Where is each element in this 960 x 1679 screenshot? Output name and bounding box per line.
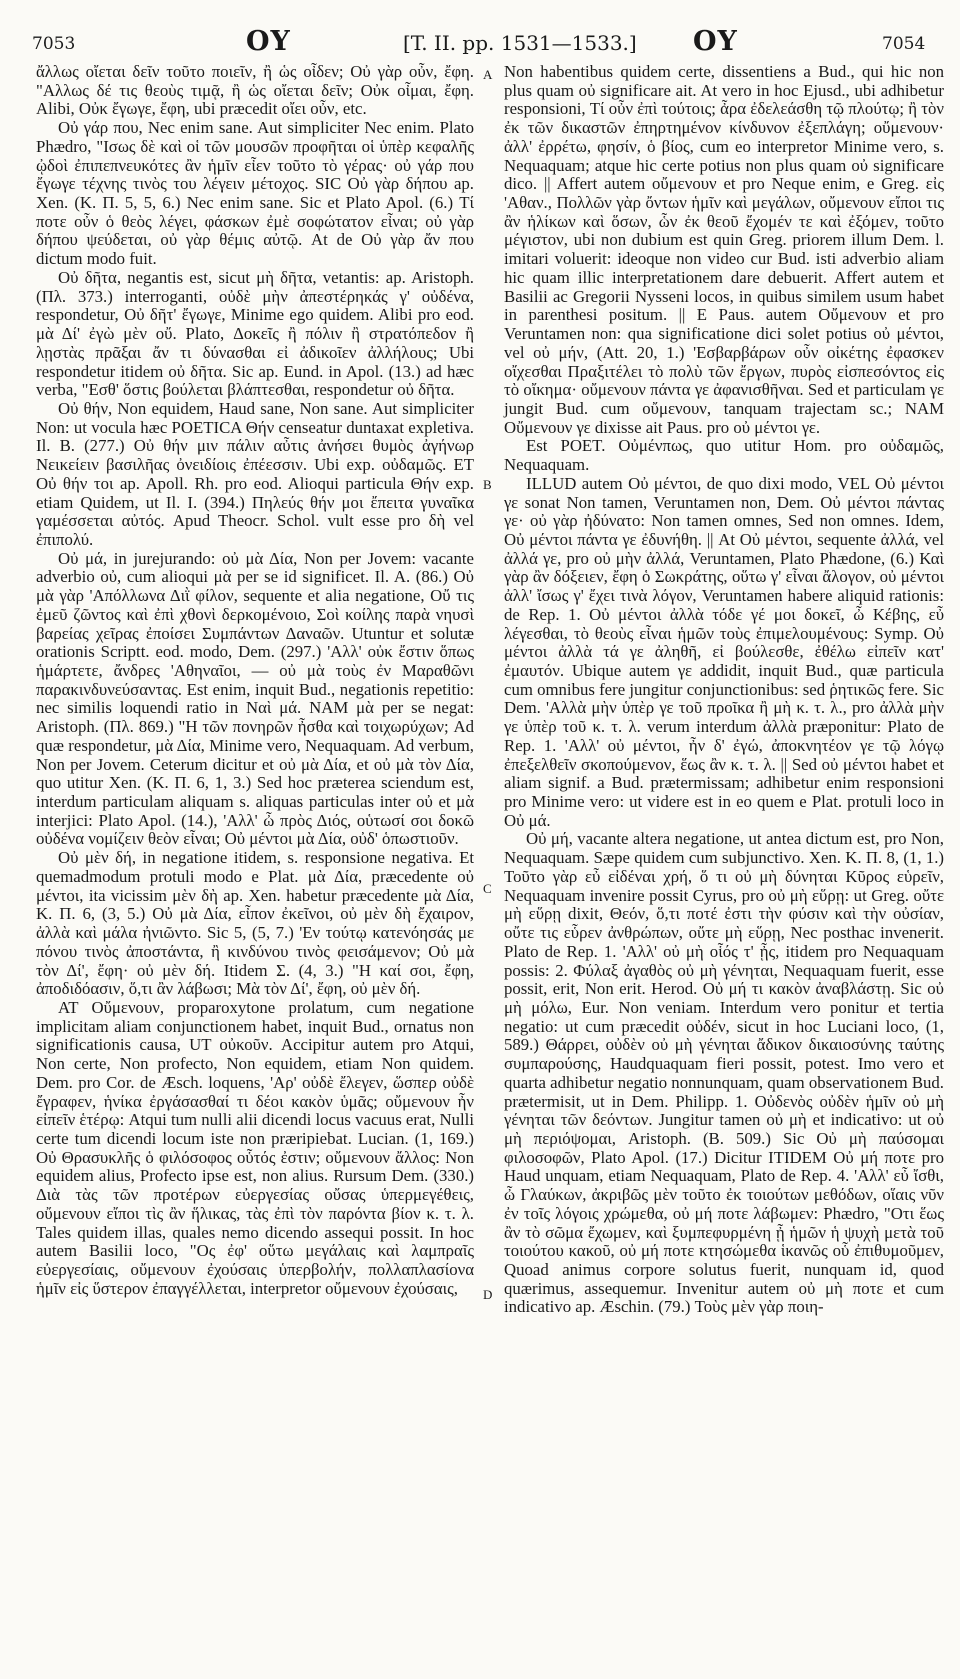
running-head-right: ΟΥ xyxy=(693,26,738,57)
paragraph: Non habentibus quidem certe, dissentiens a Bud., qui hic non plus quam οὐ significare ait. At vero in hoc Ejusd., ubi adhibetur responsioni, Τί οὖν ἐπὶ τούτοις; ἆρα ἐδελεάσθη τῷ πλούτῳ; ἢ τὸν ἐκ τῶν δικαστῶν ἐπηρτημένον κίνδυνον ἐξεπλάγη; οὔμενουν· ἀλλ' ἐρρέτω, φησίν, ὁ βίος, cum eo interpretor Minime vero, s. Nequaquam; atque hic certe potius non plus quam οὐ significare dico. || Affert autem οὔμενουν et pro Neque enim, e Greg. εἰς 'Αθαν., Πολλῶν γὰρ ὄντων ἡμῖν καὶ μεγάλων, οὔμενουν εἴποι τις ἂν ἡλίκων καὶ ὅσων, ὧν ἐκ θεοῦ ἔχομέν τε καὶ ἐξόμεν, τοῦτο μέγιστον, ubi non dubium est quin Greg. priorem illum Dem. l. imitari voluerit: ideoque non video cur Bud. isti adverbio aliam hic quam illic interpretationem dare debuerit. Affert autem et Basilii ac Gregorii Nysseni locos, in quibus similem usum habet in parenthesi positum. || E Paus. autem Οὔμενουν et pro Veruntamen non: qua significatione dici solet potius οὐ μέντοι, vel οὐ μήν, (Att. 20, 1.) 'Εσβαρβάρων οὖν οἰκέτης ἐφασκεν οἴχεσθαι Πραξιτέλει τὸ πολὺ τῶν ἔργων, πυρὸς εἰσπεσόντος εἰς τὸ οἴκημα· οὔμενουν πάντα γε ἀφανισθῆναι. Sed et particulam γε jungit Bud. cum οὔμενουν, tanquam trajectam sc.; NAM Οὔμενουν γε dixisse ait Paus. pro οὐ μέντοι γε. xyxy=(504,62,944,437)
paragraph: Est POET. Οὐμένπως, quo utitur Hom. pro οὐδαμῶς, Nequaquam. xyxy=(504,436,944,475)
right-column xyxy=(504,63,944,1317)
paragraph: Οὐ δῆτα, negantis est, sicut μὴ δῆτα, vetantis: ap. Aristoph. (Πλ. 373.) interroganti, οὐδὲ μὴν ἀπεστέρηκάς γ' οὐδένα, respondetur, Οὐ δῆτ' ἔγωγε, Minime ego quidem. Alibi pro eod. μὰ Δί' ἐγὼ μὲν οὔ. Plato, Δοκεῖς ἢ πόλιν ἢ στρατόπεδον ἢ λῃστὰς πρᾶξαι ἄν τι δύνασθαι εἰ ἀδικοῖεν ἀλλήλους; Ubi respondetur itidem οὐ δῆτα. Sic ap. Eund. in Apol. (13.) ad hæc verba, "Εσθ' ὅστις βούλεται βλάπτεσθαι, respondetur οὐ δῆτα. xyxy=(36,267,474,400)
page-number-right: 7054 xyxy=(882,34,926,54)
page-number-left: 7053 xyxy=(32,34,76,54)
paragraph: Οὐ μὲν δή, in negatione itidem, s. responsione negativa. Et quemadmodum protuli modo e Plat. μὰ Δία, præcedente οὐ μέντοι, ita vicissim μὲν δὴ ap. Xen. habetur præcedente μὰ Δία, K. Π. 6, (3, 5.) Οὐ μὰ Δία, εἶπον ἐκεῖνοι, οὐ μὲν δὴ ἔχαιρον, ἀλλὰ καὶ μάλα ἠνιῶντο. Sic 5, (5, 7.) 'Εν τούτῳ κατενόησάς με πόνου τινὸς ἀποστάντα, ἢ κινδύνου τινὸς φεισάμενον; Οὐ μὰ τὸν Δί', ἔφη· οὐ μὲν δή. Itidem Σ. (4, 3.) "Η καί σοι, ἔφη, ἀποδιδόασιν, ὅ,τι ἂν λάβωσι; Μὰ τὸν Δί', ἔφη, οὐ μὲν δή. xyxy=(36,848,474,999)
left-column xyxy=(36,63,474,1298)
page-header xyxy=(0,26,960,60)
paragraph: AT Οὔμενουν, proparoxytone prolatum, cum negatione implicitam aliam conjunctionem habet, inquit Bud., ornatus non significationis causa, UT οὐκοῦν. Accipitur autem pro Atqui, Non certe, Non profecto, Non equidem, etiam Non quidem. Dem. pro Cor. de Æsch. loquens, 'Αρ' οὐδὲ ἔλεγεν, ὥσπερ οὐδὲ ἔγραφεν, ἡνίκα ἐργάσασθαί τι δέοι κακὸν ὑμᾶς; οὔμενουν ἦν εἰπεῖν ἑτέρῳ: Atqui tum nulli alii dicendi locus vacuus erat, Nulli certe tum dicendi locum iste non præripiebat. Lucian. (1, 169.) Οὐ Θρασυκλῆς ὁ φιλόσοφος οὗτός ἐστιν; οὔμενουν ἄλλος: Non equidem alius, Profecto ipse est, non alius. Rursum Dem. (330.) Διὰ τὰς τῶν προτέρων εὐεργεσίας οὔσας ὑπερμεγέθεις, οὔμενουν εἴποι τὶς ἂν ἥλικας, τὰς ἐπὶ τὸν παρόντα βίον κ. τ. λ. Tales quidem illas, quales nemo dicendo assequi possit. In hoc autem Basilii loco, "Ος ἐφ' οὕτω μεγάλαις καὶ λαμπραῖς εὐεργεσίαις, οὔμενουν ἐχούσαις ὑπερβολήν, πολλαπλασίονα ἡμῖν εἰς ὕστερον ἐπαγγέλλεται, interpretor οὔμενουν ἐχούσαις, xyxy=(36,997,474,1298)
paragraph: Οὐ θήν, Non equidem, Haud sane, Non sane. Aut simpliciter Non: ut vocula hæc POETICA Θήν censeatur duntaxat expletiva. Il. B. (277.) Οὐ θήν μιν πάλιν αὖτις ἀνήσει θυμὸς ἀγήνωρ Νεικείειν βασιλῆας ὀνειδίοις ἐπέεσσιν. Ubi exp. οὐδαμῶς. ET Οὐ θήν τοι ap. Apoll. Rh. pro eod. Alioqui particula Θήν exp. etiam Quidem, ut Il. I. (394.) Πηλεύς θήν μοι ἔπειτα γυναῖκα γαμέσσεται αὐτός. Apud Theocr. Schol. vult esse pro δὴ vel ἐπιπολύ. xyxy=(36,398,474,549)
paragraph: Οὐ μή, vacante altera negatione, ut antea dictum est, pro Non, Nequaquam. Sæpe quidem cum subjunctivo. Xen. K. Π. 8, (1, 1.) Τοῦτο γὰρ εὖ εἰδέναι χρή, ὅ τι οὐ μὴ δύνηται Κῦρος εὑρεῖν, Nequaquam invenire possit Cyrus, pro οὐ μὴ εὕρῃ: ut Greg. οὔτε μὴ εὕρῃ dixit, Θεόν, ὅ,τι ποτέ ἐστι τὴν φύσιν καὶ τὴν οὐσίαν, οὔτε τις εὗρεν ἀνθρώπων, οὔτε μὴ εὕρῃ, Nec posthac invenerit. Plato de Rep. 1. 'Αλλ' οὐ μὴ οἷός τ' ᾖς, itidem pro Nequaquam possis: 2. Φύλαξ ἀγαθὸς οὐ μὴ γένηται, Nequaquam fuerit, esse possit, erit, Non erit. Herod. Οὐ μή τι κακὸν ἀναβλάστῃ. Sic οὐ μὴ μόλω, Eur. Non veniam. Interdum vero ponitur et tertia negatio: ut cum præcedit οὐδέν, sicut in hoc Luciani loco, (1, 589.) Θάρρει, οὐδὲν οὐ μὴ γένηται ἄδικον δικαιοσύνης ταύτης συμπαρούσης, Haudquaquam fieri possit, potest. Imo vero et quarta adhibetur negatio nonnunquam, quam observationem Bud. prætermisit, ut in Dem. Philipp. 1. Οὐδενὸς οὐδὲν ἡμῖν οὐ μὴ γένηται τῶν δεόντων. Jungitur tamen οὐ μὴ et indicativo: ut οὐ μὴ περιόψομαι, Aristoph. (B. 509.) Sic Οὐ μὴ παύσομαι φιλοσοφῶν, Plato Apol. (17.) Dicitur ITIDEM Οὐ μή ποτε pro Haud unquam, etiam Nequaquam, Plato de Rep. 4. 'Αλλ' εὖ ἴσθι, ὦ Γλαύκων, ἀκριβῶς μὲν τοῦτο ἐκ τοιούτων μεθόδων, οἵαις νῦν ἐν τοῖς λόγοις χρώμεθα, οὐ μή ποτε λάβωμεν: Phædro, "Οτι ἕως ἂν τὸ σῶμα ἔχωμεν, καὶ ξυμπεφυρμένη ᾖ ἡμῶν ἡ ψυχὴ μετὰ τοῦ τοιούτου κακοῦ, οὐ μή ποτε κτησώμεθα ἱκανῶς οὗ ἐπιθυμοῦμεν, Quoad animus corpore solutus fuerit, nunquam id, quod quærimus, assequemur. Invenitur autem οὐ μὴ ποτε et cum indicativo ap. Æschin. (79.) Τοὺς μὲν γὰρ ποιη- xyxy=(504,829,944,1317)
margin-marker-a: A xyxy=(483,67,493,82)
volume-reference: [T. II. pp. 1531—1533.] xyxy=(403,31,637,55)
paragraph: ἄλλως οἴεται δεῖν τοῦτο ποιεῖν, ἢ ὡς οἶδεν; Οὐ γὰρ οὖν, ἔφη. "Αλλως δέ τις θεοὺς τιμᾷ, ἢ ὡς οἴεται δεῖν; Οὐκ οἶμαι, ἔφη. Alibi, Οὐκ ἔγωγε, ἔφη, ubi præcedit οἴει οὖν, etc. xyxy=(36,62,474,119)
margin-marker-d: D xyxy=(483,1287,493,1302)
running-head-left: ΟΥ xyxy=(246,26,291,57)
paragraph: Οὐ μά, in jurejurando: οὐ μὰ Δία, Non per Jovem: vacante adverbio οὐ, cum alioqui μὰ per se id significet. Il. A. (86.) Οὐ μὰ γὰρ 'Απόλλωνα Διῒ φίλον, sequente et alia negatione, Οὔ τις ἐμεῦ ζῶντος καὶ ἐπὶ χθονὶ δερκομένοιο, Σοὶ κοίλης παρὰ νηυσὶ βαρείας χεῖρας ἐποίσει Συμπάντων Δαναῶν. Utuntur et solutæ orationis Scriptt. eod. modo, Dem. (297.) 'Αλλ' οὐκ ἔστιν ὅπως ἡμάρτετε, ἄνδρες 'Αθηναῖοι, — οὐ μὰ τοὺς ἐν Μαραθῶνι παρακινδυνεύσαντας. Est enim, inquit Bud., negationis repetitio: nec similis loquendi ratio in Ναὶ μά. NAM μὰ per se negat: Aristoph. (Πλ. 869.) "Η τῶν πονηρῶν ἦσθα καὶ τοιχωρύχων; Ad quæ respondetur, μὰ Δία, Minime vero, Nequaquam. Ad verbum, Non per Jovem. Ceterum dicitur et οὐ μὰ Δία, et οὐ μὰ τὸν Δία, quo utitur Xen. (K. Π. 6, 1, 3.) Sed hoc præterea sciendum est, interdum particulam aliquam s. aliquas particulas inter οὐ et μὰ interjici: Plato Apol. (14.), 'Αλλ' ὦ πρὸς Διός, οὑτωσί σοι δοκῶ οὐδένα νομίζειν θεὸν εἶναι; Οὐ μέντοι μὰ Δία, οὐδ' ὁπωστιοῦν. xyxy=(36,548,474,849)
margin-marker-c: C xyxy=(483,881,492,896)
paragraph: ILLUD autem Οὐ μέντοι, de quo dixi modo, VEL Οὐ μέντοι γε sonat Non tamen, Veruntamen non, Dem. Οὐ μέντοι πάντας γε· οὐ γὰρ ἠδύνατο: Non tamen omnes, Sed non omnes. Idem, Οὐ μέντοι πάντα γε ἐδυνήθη. || At Οὐ μέντοι, sequente ἀλλά, vel ἀλλά γε, pro οὐ μὴν ἀλλά, Veruntamen, Plato Phædone, (6.) Καὶ γὰρ ἂν δόξειεν, ἔφη ὁ Σωκράτης, οὕτω γ' εἶναι ἄλογον, οὐ μέντοι ἀλλ' ἴσως γ' ἔχει τινὰ λόγον, Veruntamen habere aliquid rationis: de Rep. 1. Οὐ μέντοι ἀλλὰ τόδε γέ μοι δοκεῖ, ὦ Κέβης, εὖ λέγεσθαι, τὸ θεοὺς εἶναι ἡμῶν τοὺς ἐπιμελουμένους: Symp. Οὐ μέντοι ἀλλὰ τά γε ἀληθῆ, εἰ βούλεσθε, ἐθέλω εἰπεῖν κατ' ἐμαυτόν. Ubique autem γε addidit, inquit Bud., quæ particula cum omnibus fere jungitur conjunctionibus: sed ῥητικῶς fere. Sic Dem. 'Αλλὰ μὴν ὑπὲρ γε τοῦ προῖκα ἢ μὴ κ. τ. λ., pro ἀλλὰ μὴν γε ὑπὲρ τοῦ κ. τ. λ. verum interdum ἀλλὰ præponitur: Plato de Rep. 1. 'Αλλ' οὐ μέντοι, ἦν δ' ἐγώ, ἀποκνητέον γε τῷ λόγῳ ἐπεξελθεῖν σκοπούμενον, ἕως ἂν κ. τ. λ. || Sed οὐ μέντοι habet et aliam signif. a Bud. prætermissam; adhibetur enim responsioni pro Minime vero: ut videre est in eo quem e Plat. protuli loco in Οὐ μά. xyxy=(504,473,944,830)
margin-marker-b: B xyxy=(483,477,492,492)
paragraph: Οὐ γάρ που, Nec enim sane. Aut simpliciter Nec enim. Plato Phædro, "Ισως δὲ καὶ οἱ τῶν μουσῶν προφῆται οἱ ὑπὲρ κεφαλῆς ᾠδοὶ ἐπιπεπνευκότες ἂν ἡμῖν εἶεν τοῦτο τὸ γέρας· οὐ γάρ που ἔγωγε τέχνης τινὸς του λέγειν μέτοχος. SIC Οὐ γὰρ δήπου ap. Xen. (K. Π. 5, 5, 6.) Nec enim sane. Sic et Plato Apol. (6.) Τί ποτε οὖν ὁ θεὸς λέγει, φάσκων ἐμὲ σοφώτατον εἶναι; οὐ γὰρ δήπου ψεύδεται, οὐ γὰρ θέμις αὐτῷ. At de Οὐ γὰρ ἄν που dictum modo fuit. xyxy=(36,118,474,269)
